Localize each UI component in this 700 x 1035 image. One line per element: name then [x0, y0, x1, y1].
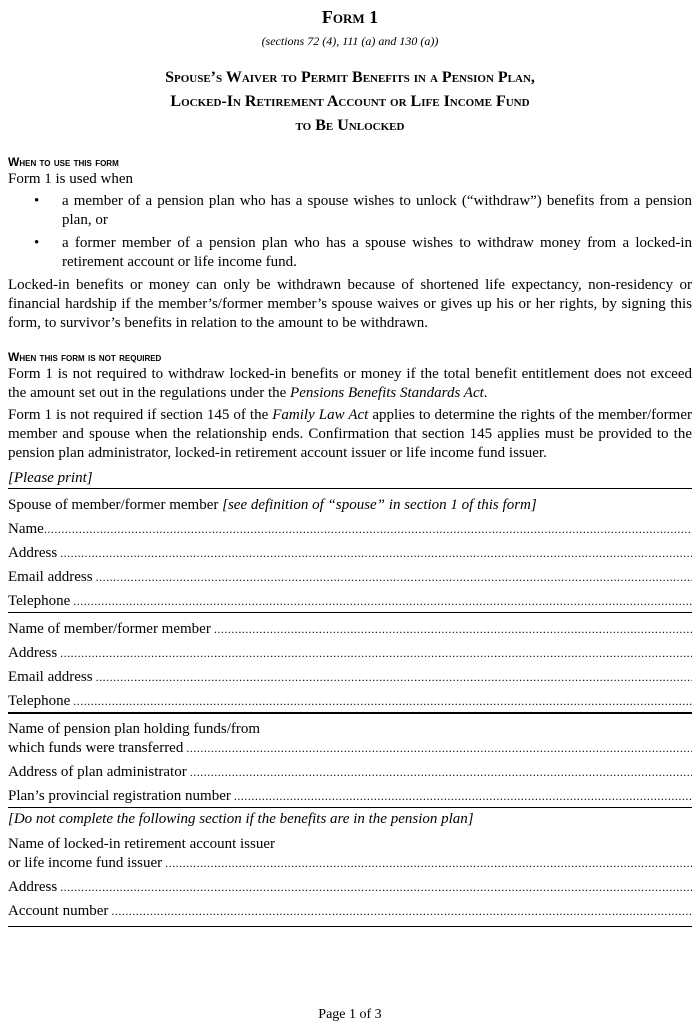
spouse-email-field[interactable]: Email address .....: [8, 563, 692, 587]
page-number: Page 1 of 3: [318, 1007, 382, 1022]
lira-address-field[interactable]: Address .....: [8, 873, 692, 897]
not-required-paragraph-2: Form 1 is not required if section 145 of the Family Law Act applies to determine the rights of the member/former member and spouse when the relationship ends. Confirmation that section 145 applies must be provided to the pension plan administrator, locked-in retirement account issuer or life income fund issuer.: [8, 407, 692, 461]
main-title-line-3: to Be Unlocked: [295, 117, 405, 134]
spouse-name-field[interactable]: Name .....: [8, 515, 692, 539]
act-name: Family Law Act: [272, 407, 369, 423]
please-print-note: [Please print]: [8, 470, 93, 486]
sections-reference: (sections 72 (4), 111 (a) and 130 (a)): [261, 34, 439, 48]
not-required-paragraph-1: Form 1 is not required to withdraw locked-in benefits or money if the total benefit entitlement does not exceed the amount set out in the regulations under the Pensions Benefits Standards Act.: [8, 366, 692, 401]
plan-administrator-address-field[interactable]: Address of plan administrator .....: [8, 758, 692, 782]
main-title-line-2: Locked-In Retirement Account or Life Income Fund: [170, 93, 530, 110]
member-telephone-field[interactable]: Telephone .....: [8, 687, 692, 711]
spouse-heading: Spouse of member/former member [see definition of “spouse” in section 1 of this form]: [8, 497, 537, 513]
spouse-section: [8, 489, 692, 612]
spouse-definition-note: [see definition of “spouse” in section 1 of this form]: [222, 497, 537, 513]
member-address-field[interactable]: Address .....: [8, 639, 692, 663]
act-name: Pensions Benefits Standards Act: [290, 385, 484, 401]
member-email-field[interactable]: Email address .....: [8, 663, 692, 687]
lira-account-number-field[interactable]: Account number .....: [8, 897, 692, 921]
lira-issuer-name-field[interactable]: Name of locked-in retirement account issuer or life income fund issuer .....: [8, 831, 692, 873]
plan-section: [8, 714, 692, 807]
when-to-use-paragraph: Locked-in benefits or money can only be withdrawn because of shortened life expectancy, non-residency or financial hardship if the member’s/former member’s spouse waives or gives up his or her rights, by signing this form, to survivor’s benefits in relation to the amount to be withdrawn.: [8, 277, 692, 331]
bullet-icon: •: [34, 235, 40, 251]
spouse-address-field[interactable]: Address .....: [8, 539, 692, 563]
when-to-use-intro: Form 1 is used when: [8, 171, 133, 187]
form-page: [8, 0, 692, 927]
list-item: • a member of a pension plan who has a spouse wishes to unlock (“withdraw”) benefits from a pension plan, or: [34, 193, 692, 228]
lira-section: [8, 829, 692, 922]
plan-name-field[interactable]: Name of pension plan holding funds/from which funds were transferred .....: [8, 716, 692, 758]
lira-note: [Do not complete the following section if the benefits are in the pension plan]: [8, 811, 474, 827]
divider: [8, 926, 692, 927]
list-item: • a former member of a pension plan who has a spouse wishes to withdraw money from a locked-in retirement account or life income fund.: [34, 235, 692, 270]
spouse-telephone-field[interactable]: Telephone .....: [8, 587, 692, 611]
main-title: [8, 66, 692, 138]
bullet-icon: •: [34, 193, 40, 209]
when-to-use-list: [8, 192, 692, 272]
member-name-field[interactable]: Name of member/former member .....: [8, 615, 692, 639]
plan-registration-number-field[interactable]: Plan’s provincial registration number .....: [8, 782, 692, 806]
main-title-line-1: Spouse’s Waiver to Permit Benefits in a Pension Plan,: [165, 69, 535, 86]
not-required-heading: When this form is not required: [8, 350, 162, 364]
member-section: [8, 613, 692, 712]
when-to-use-heading: When to use this form: [8, 155, 119, 169]
form-title: Form 1: [321, 7, 379, 27]
